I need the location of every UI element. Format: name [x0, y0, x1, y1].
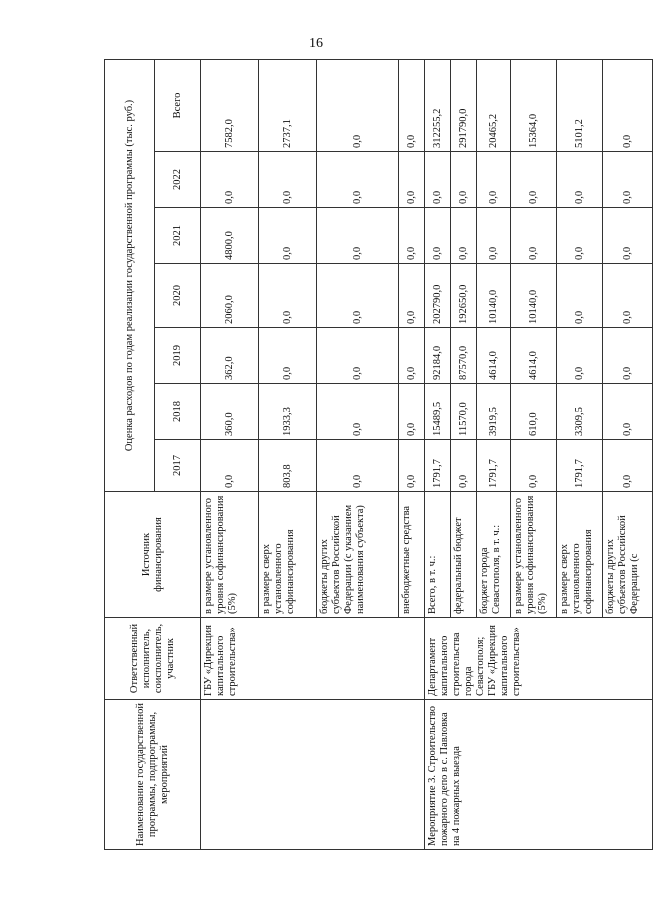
value-cell: 0,0 [603, 152, 653, 208]
value-cell: 0,0 [451, 208, 477, 264]
executor-cell: ГБУ «Дирекция капитального строительства» [201, 618, 425, 700]
value-cell: 0,0 [259, 152, 317, 208]
value-cell: 0,0 [603, 264, 653, 328]
value-cell: 0,0 [603, 208, 653, 264]
header-year: 2019 [155, 328, 201, 384]
value-cell: 3919,5 [477, 384, 511, 440]
value-cell: 0,0 [317, 208, 399, 264]
page-number: 16 [309, 36, 323, 51]
value-cell: 0,0 [399, 328, 425, 384]
value-cell: 1791,7 [425, 440, 451, 492]
value-cell: 0,0 [317, 152, 399, 208]
value-cell: 202790,0 [425, 264, 451, 328]
value-cell: 10140,0 [511, 264, 557, 328]
program-name-cell: Мероприятие 3. Строительство пожарного депо в с. Павловка на 4 пожарных выезда [425, 700, 653, 850]
value-cell: 2737,1 [259, 59, 317, 151]
value-cell: 0,0 [557, 328, 603, 384]
value-cell: 0,0 [557, 152, 603, 208]
header-executor: Ответственный исполнитель, соисполнитель, участник [105, 618, 201, 700]
financing-table [104, 59, 653, 850]
value-cell: 610,0 [511, 384, 557, 440]
table-container [104, 60, 640, 850]
table-row [425, 59, 451, 849]
source-cell: Всего, в т. ч.: [425, 492, 451, 618]
source-cell: в размере сверх установленного софинансирования [557, 492, 603, 618]
value-cell: 4800,0 [201, 208, 259, 264]
value-cell: 1791,7 [477, 440, 511, 492]
value-cell: 2060,0 [201, 264, 259, 328]
source-cell: в размере сверх установленного софинансирования [259, 492, 317, 618]
value-cell: 20465,2 [477, 59, 511, 151]
value-cell: 0,0 [451, 440, 477, 492]
source-cell: бюджеты других субъектов Российской Федерации (с указанием наименования субъекта) [317, 492, 399, 618]
value-cell: 192650,0 [451, 264, 477, 328]
value-cell: 360,0 [201, 384, 259, 440]
program-name-cell [201, 700, 425, 850]
source-cell: внебюджетные средства [399, 492, 425, 618]
value-cell: 0,0 [399, 208, 425, 264]
executor-cell: Департамент капитального строительства города Севастополя; ГБУ «Дирекция капитального строительства» [425, 618, 653, 700]
source-cell: в размере установленного уровня софинансирования (5%) [511, 492, 557, 618]
header-estimate: Оценка расходов по годам реализации государственной программы (тыс. руб.) [105, 59, 155, 491]
value-cell: 0,0 [603, 440, 653, 492]
header-total: Всего [155, 59, 201, 151]
value-cell: 15489,5 [425, 384, 451, 440]
value-cell: 4614,0 [477, 328, 511, 384]
value-cell: 3309,5 [557, 384, 603, 440]
value-cell: 0,0 [511, 440, 557, 492]
value-cell: 0,0 [603, 384, 653, 440]
rotated-table-wrapper [104, 60, 640, 850]
value-cell: 10140,0 [477, 264, 511, 328]
header-year: 2018 [155, 384, 201, 440]
value-cell: 0,0 [399, 384, 425, 440]
value-cell: 0,0 [425, 152, 451, 208]
value-cell: 0,0 [399, 264, 425, 328]
value-cell: 0,0 [259, 328, 317, 384]
value-cell: 362,0 [201, 328, 259, 384]
value-cell: 0,0 [317, 264, 399, 328]
source-cell: в размере установленного уровня софинансирования (5%) [201, 492, 259, 618]
value-cell: 0,0 [317, 384, 399, 440]
value-cell: 0,0 [259, 208, 317, 264]
value-cell: 7582,0 [201, 59, 259, 151]
value-cell: 0,0 [259, 264, 317, 328]
value-cell: 803,8 [259, 440, 317, 492]
value-cell: 0,0 [399, 440, 425, 492]
value-cell: 0,0 [557, 208, 603, 264]
value-cell: 92184,0 [425, 328, 451, 384]
header-name: Наименование государственной программы, подпрограммы, мероприятий [105, 700, 201, 850]
value-cell: 1933,3 [259, 384, 317, 440]
table-row [201, 59, 259, 849]
value-cell: 4614,0 [511, 328, 557, 384]
value-cell: 0,0 [317, 328, 399, 384]
source-cell: бюджет города Севастополя, в т. ч.: [477, 492, 511, 618]
value-cell: 87570,0 [451, 328, 477, 384]
value-cell: 0,0 [511, 208, 557, 264]
source-cell: федеральный бюджет [451, 492, 477, 618]
value-cell: 15364,0 [511, 59, 557, 151]
value-cell: 0,0 [317, 440, 399, 492]
value-cell: 0,0 [451, 152, 477, 208]
value-cell: 291790,0 [451, 59, 477, 151]
value-cell: 312255,2 [425, 59, 451, 151]
value-cell: 0,0 [557, 264, 603, 328]
value-cell: 0,0 [477, 208, 511, 264]
source-cell: бюджеты других субъектов Российской Федерации (с [603, 492, 653, 618]
value-cell: 0,0 [201, 152, 259, 208]
header-source: Источник финансирования [105, 492, 201, 618]
value-cell: 1791,7 [557, 440, 603, 492]
value-cell: 11570,0 [451, 384, 477, 440]
header-year: 2020 [155, 264, 201, 328]
value-cell: 0,0 [603, 328, 653, 384]
value-cell: 5101,2 [557, 59, 603, 151]
value-cell: 0,0 [511, 152, 557, 208]
value-cell: 0,0 [399, 152, 425, 208]
value-cell: 0,0 [317, 59, 399, 151]
value-cell: 0,0 [201, 440, 259, 492]
header-year: 2021 [155, 208, 201, 264]
value-cell: 0,0 [425, 208, 451, 264]
value-cell: 0,0 [399, 59, 425, 151]
header-year: 2017 [155, 440, 201, 492]
value-cell: 0,0 [477, 152, 511, 208]
value-cell: 0,0 [603, 59, 653, 151]
header-year: 2022 [155, 152, 201, 208]
